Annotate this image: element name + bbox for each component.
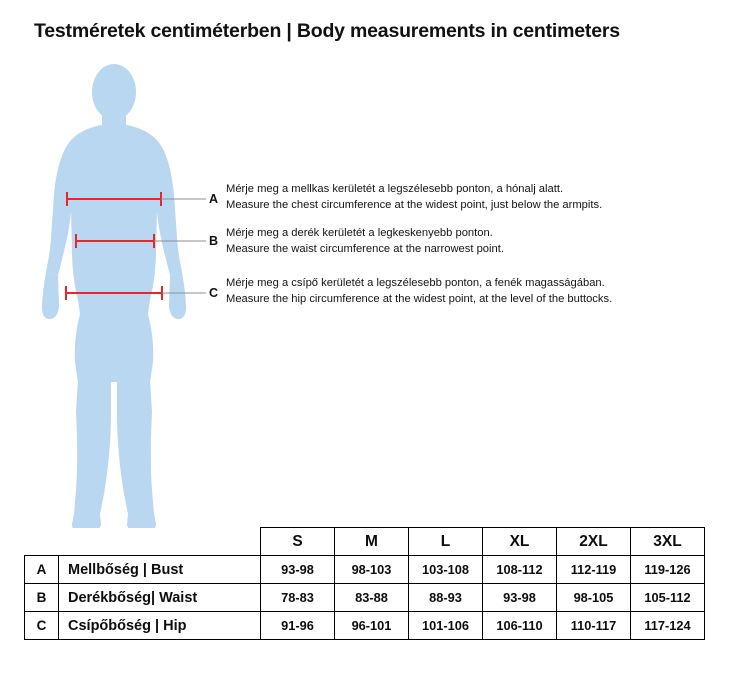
cell-waist-s: 78-83 xyxy=(261,584,335,612)
cell-waist-m: 83-88 xyxy=(335,584,409,612)
callout-a-en: Measure the chest circumference at the widest point, just below the armpits. xyxy=(226,198,603,211)
row-name-waist: Derékbőség| Waist xyxy=(59,584,261,612)
cell-waist-xl: 93-98 xyxy=(483,584,557,612)
callout-b-hu: Mérje meg a derék kerületét a legkeskenyebb ponton. xyxy=(226,227,493,239)
callout-letter-b: B xyxy=(209,234,219,248)
row-name-hip: Csípőbőség | Hip xyxy=(59,612,261,640)
table-row xyxy=(25,612,705,640)
cell-hip-s: 91-96 xyxy=(261,612,335,640)
callout-letter-c: C xyxy=(209,286,219,300)
table-header-row xyxy=(25,528,705,556)
size-header-m: M xyxy=(335,528,409,556)
size-header-xl: XL xyxy=(483,528,557,556)
row-letter-a: A xyxy=(25,556,59,584)
cell-hip-3xl: 117-124 xyxy=(631,612,705,640)
callout-b-en: Measure the waist circumference at the narrowest point. xyxy=(226,242,504,255)
row-letter-b: B xyxy=(25,584,59,612)
callout-letter-a: A xyxy=(209,192,219,206)
callout-a-hu: Mérje meg a mellkas kerületét a legszélesebb ponton, a hónalj alatt. xyxy=(226,183,564,195)
measure-line-a xyxy=(67,192,161,206)
cell-waist-2xl: 98-105 xyxy=(557,584,631,612)
size-header-2xl: 2XL xyxy=(557,528,631,556)
size-header-l: L xyxy=(409,528,483,556)
cell-bust-xl: 108-112 xyxy=(483,556,557,584)
row-name-bust: Mellbőség | Bust xyxy=(59,556,261,584)
page-title: Testméretek centiméterben | Body measurements in centimeters xyxy=(34,20,620,42)
measure-line-b xyxy=(76,234,154,248)
callout-c xyxy=(226,276,612,307)
corner-blank-letter xyxy=(25,528,59,556)
size-header-3xl: 3XL xyxy=(631,528,705,556)
cell-hip-xl: 106-110 xyxy=(483,612,557,640)
row-letter-c: C xyxy=(25,612,59,640)
cell-hip-m: 96-101 xyxy=(335,612,409,640)
corner-blank-name xyxy=(59,528,261,556)
callout-c-hu: Mérje meg a csípő kerületét a legszélesebb ponton, a fenék magasságában. xyxy=(226,277,605,289)
callout-b xyxy=(226,226,504,257)
cell-bust-l: 103-108 xyxy=(409,556,483,584)
cell-hip-2xl: 110-117 xyxy=(557,612,631,640)
measure-line-c xyxy=(66,286,162,300)
table-row xyxy=(25,556,705,584)
cell-hip-l: 101-106 xyxy=(409,612,483,640)
cell-waist-3xl: 105-112 xyxy=(631,584,705,612)
size-table xyxy=(24,527,705,640)
size-header-s: S xyxy=(261,528,335,556)
table-row xyxy=(25,584,705,612)
cell-waist-l: 88-93 xyxy=(409,584,483,612)
cell-bust-m: 98-103 xyxy=(335,556,409,584)
cell-bust-2xl: 112-119 xyxy=(557,556,631,584)
callout-a xyxy=(226,182,602,213)
cell-bust-3xl: 119-126 xyxy=(631,556,705,584)
cell-bust-s: 93-98 xyxy=(261,556,335,584)
callout-c-en: Measure the hip circumference at the widest point, at the level of the buttocks. xyxy=(226,292,613,305)
